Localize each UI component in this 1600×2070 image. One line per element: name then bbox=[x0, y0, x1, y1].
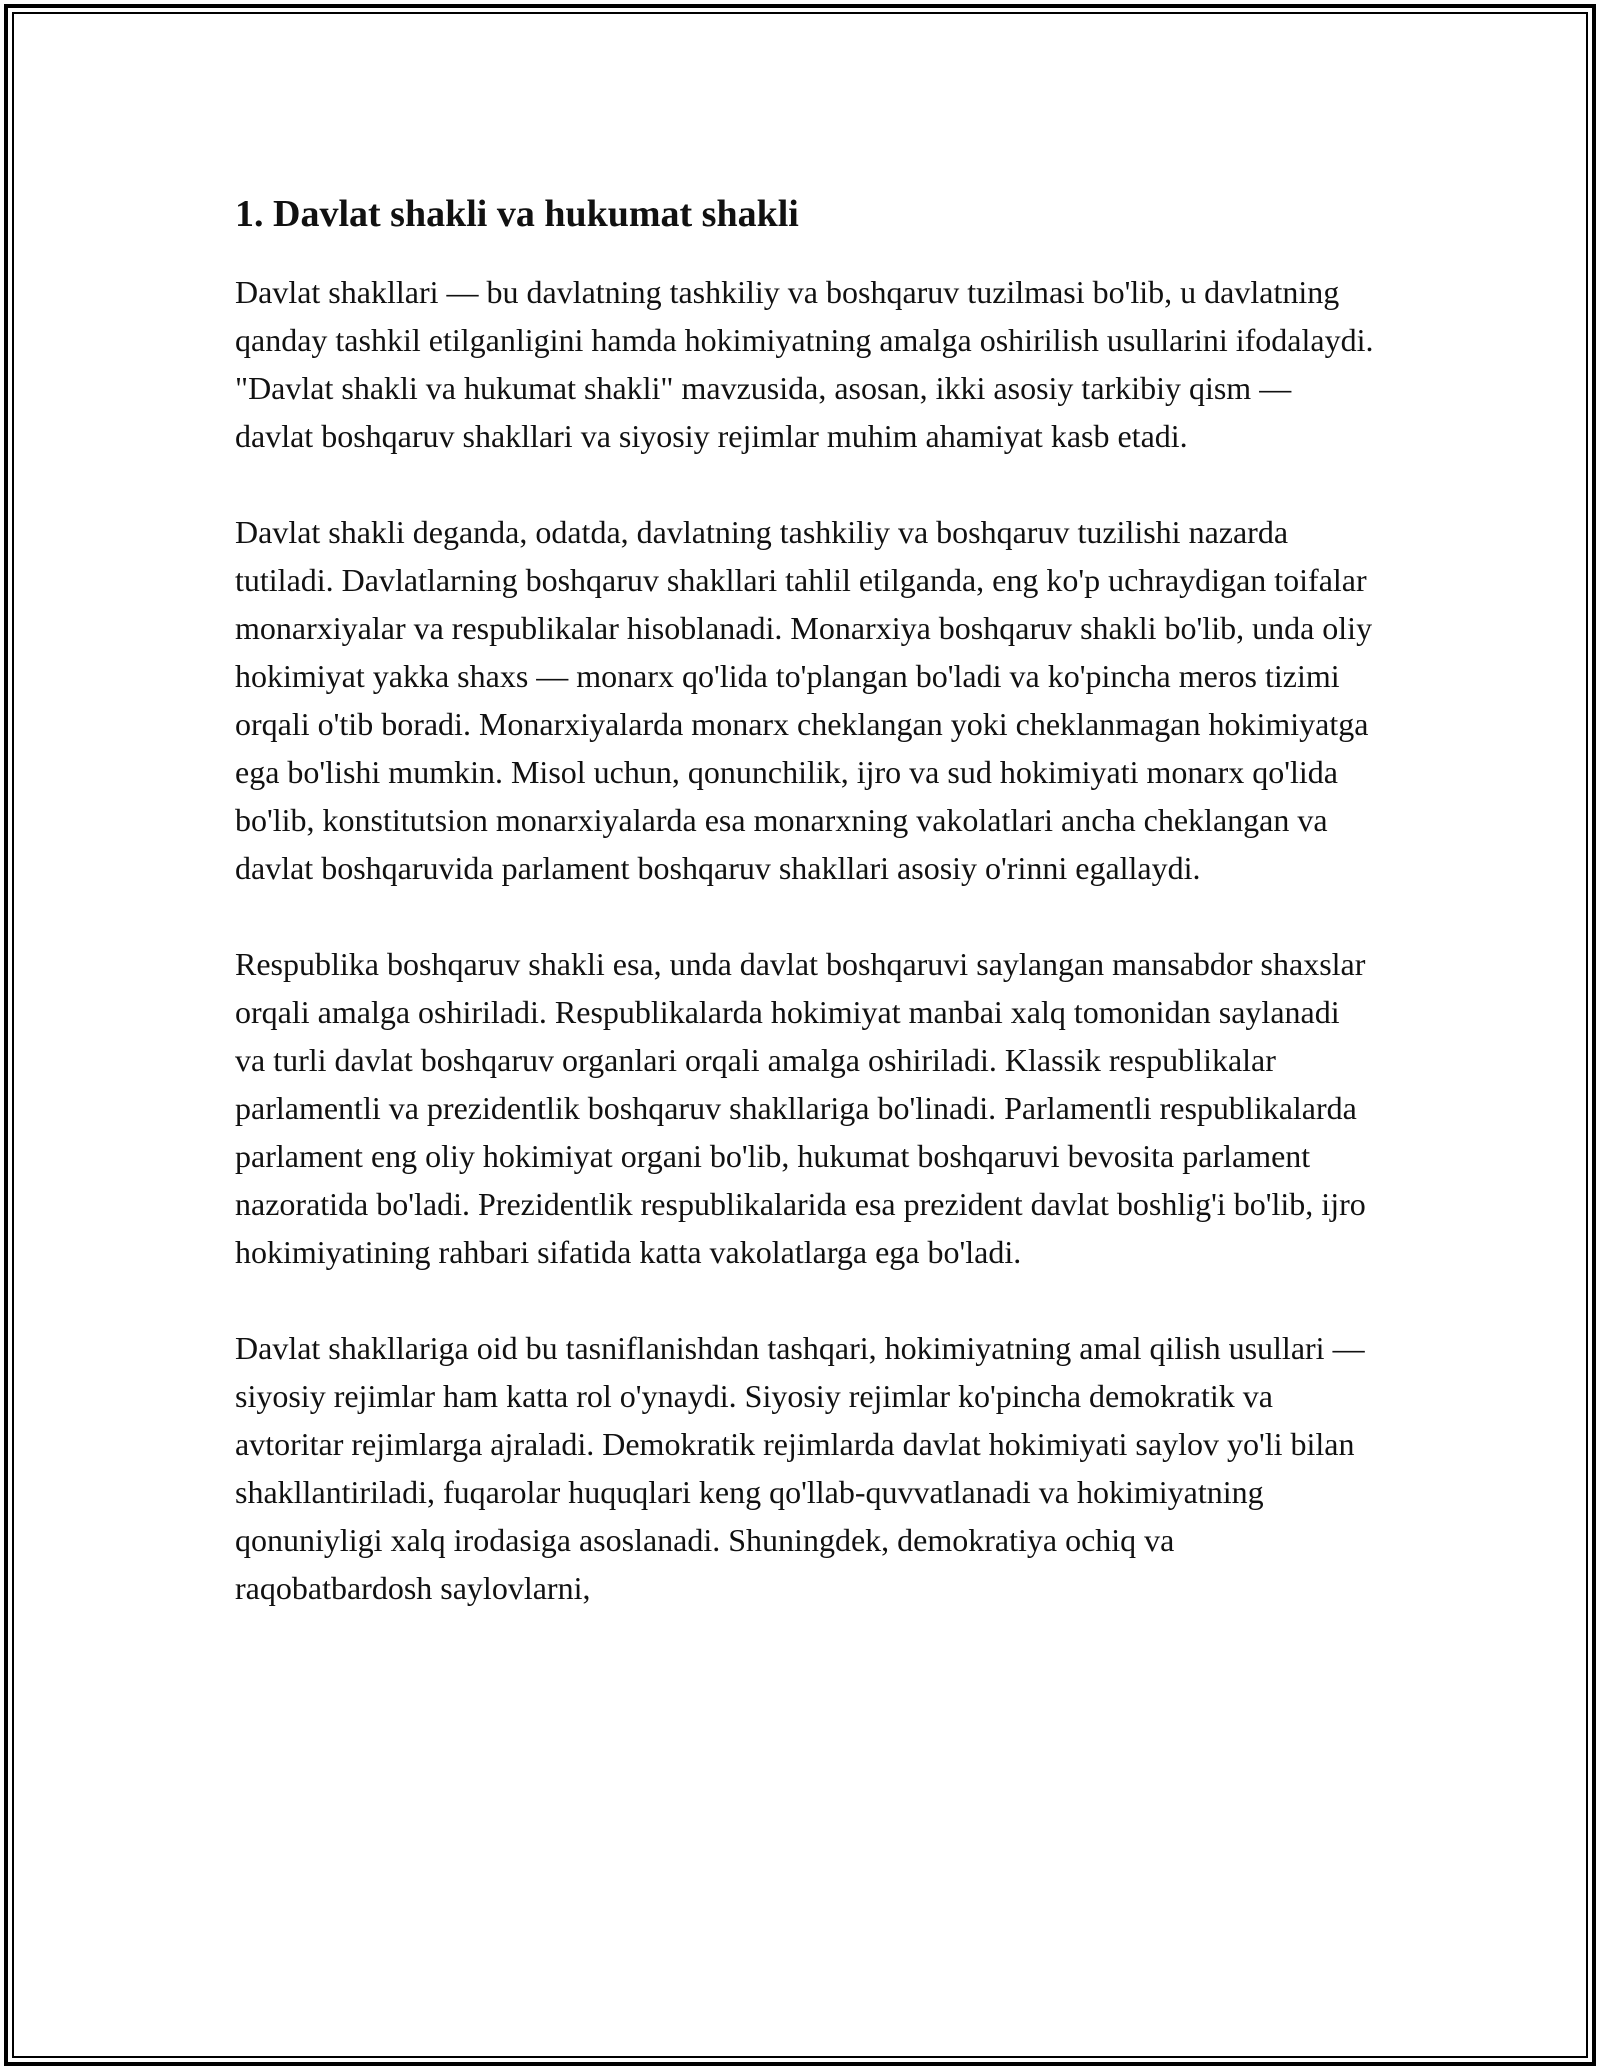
paragraph-4: Davlat shakllariga oid bu tasniflanishdan tashqari, hokimiyatning amal qilish usullari — siyosiy rejimlar ham katta rol o'ynaydi. Siyosiy rejimlar ko'pincha demokratik va avtoritar rejimlarga ajraladi. Demokratik rejimlarda davlat hokimiyati saylov yo'li bilan shakllantiriladi, fuqarolar huquqlari keng qo'llab-quvvatlanadi va hokimiyatning qonuniyligi xalq irodasiga asoslanadi. Shuningdek, demokratiya ochiq va raqobatbardosh saylovlarni, bbox=[235, 1330, 1365, 1606]
document-body bbox=[235, 186, 1375, 1660]
section-heading: 1. Davlat shakli va hukumat shakli bbox=[235, 193, 799, 235]
paragraph-2: Davlat shakli deganda, odatda, davlatning tashkiliy va boshqaruv tuzilishi nazarda tutiladi. Davlatlarning boshqaruv shakllari tahlil etilganda, eng ko'p uchraydigan toifalar monarxiyalar va respublikalar hisoblanadi. Monarxiya boshqaruv shakli bo'lib, unda oliy hokimiyat yakka shaxs — monarx qo'lida to'plangan bo'ladi va ko'pincha meros tizimi orqali o'tib boradi. Monarxiyalarda monarx cheklangan yoki cheklanmagan hokimiyatga ega bo'lishi mumkin. Misol uchun, qonunchilik, ijro va sud hokimiyati monarx qo'lida bo'lib, konstitutsion monarxiyalarda esa monarxning vakolatlari ancha cheklangan va davlat boshqaruvida parlament boshqaruv shakllari asosiy o'rinni egallaydi. bbox=[235, 514, 1373, 886]
paragraph-1: Davlat shakllari — bu davlatning tashkiliy va boshqaruv tuzilmasi bo'lib, u davlatning qanday tashkil etilganligini hamda hokimiyatning amalga oshirilish usullarini ifodalaydi. "Davlat shakli va hukumat shakli" mavzusida, asosan, ikki asosiy tarkibiy qism — davlat boshqaruv shakllari va siyosiy rejimlar muhim ahamiyat kasb etadi. bbox=[235, 274, 1374, 454]
paragraph-3: Respublika boshqaruv shakli esa, unda davlat boshqaruvi saylangan mansabdor shaxslar orqali amalga oshiriladi. Respublikalarda hokimiyat manbai xalq tomonidan saylanadi va turli davlat boshqaruv organlari orqali amalga oshiriladi. Klassik respublikalar parlamentli va prezidentlik boshqaruv shakllariga bo'linadi. Parlamentli respublikalarda parlament eng oliy hokimiyat organi bo'lib, hukumat boshqaruvi bevosita parlament nazoratida bo'ladi. Prezidentlik respublikalarida esa prezident davlat boshlig'i bo'lib, ijro hokimiyatining rahbari sifatida katta vakolatlarga ega bo'ladi. bbox=[235, 946, 1366, 1270]
